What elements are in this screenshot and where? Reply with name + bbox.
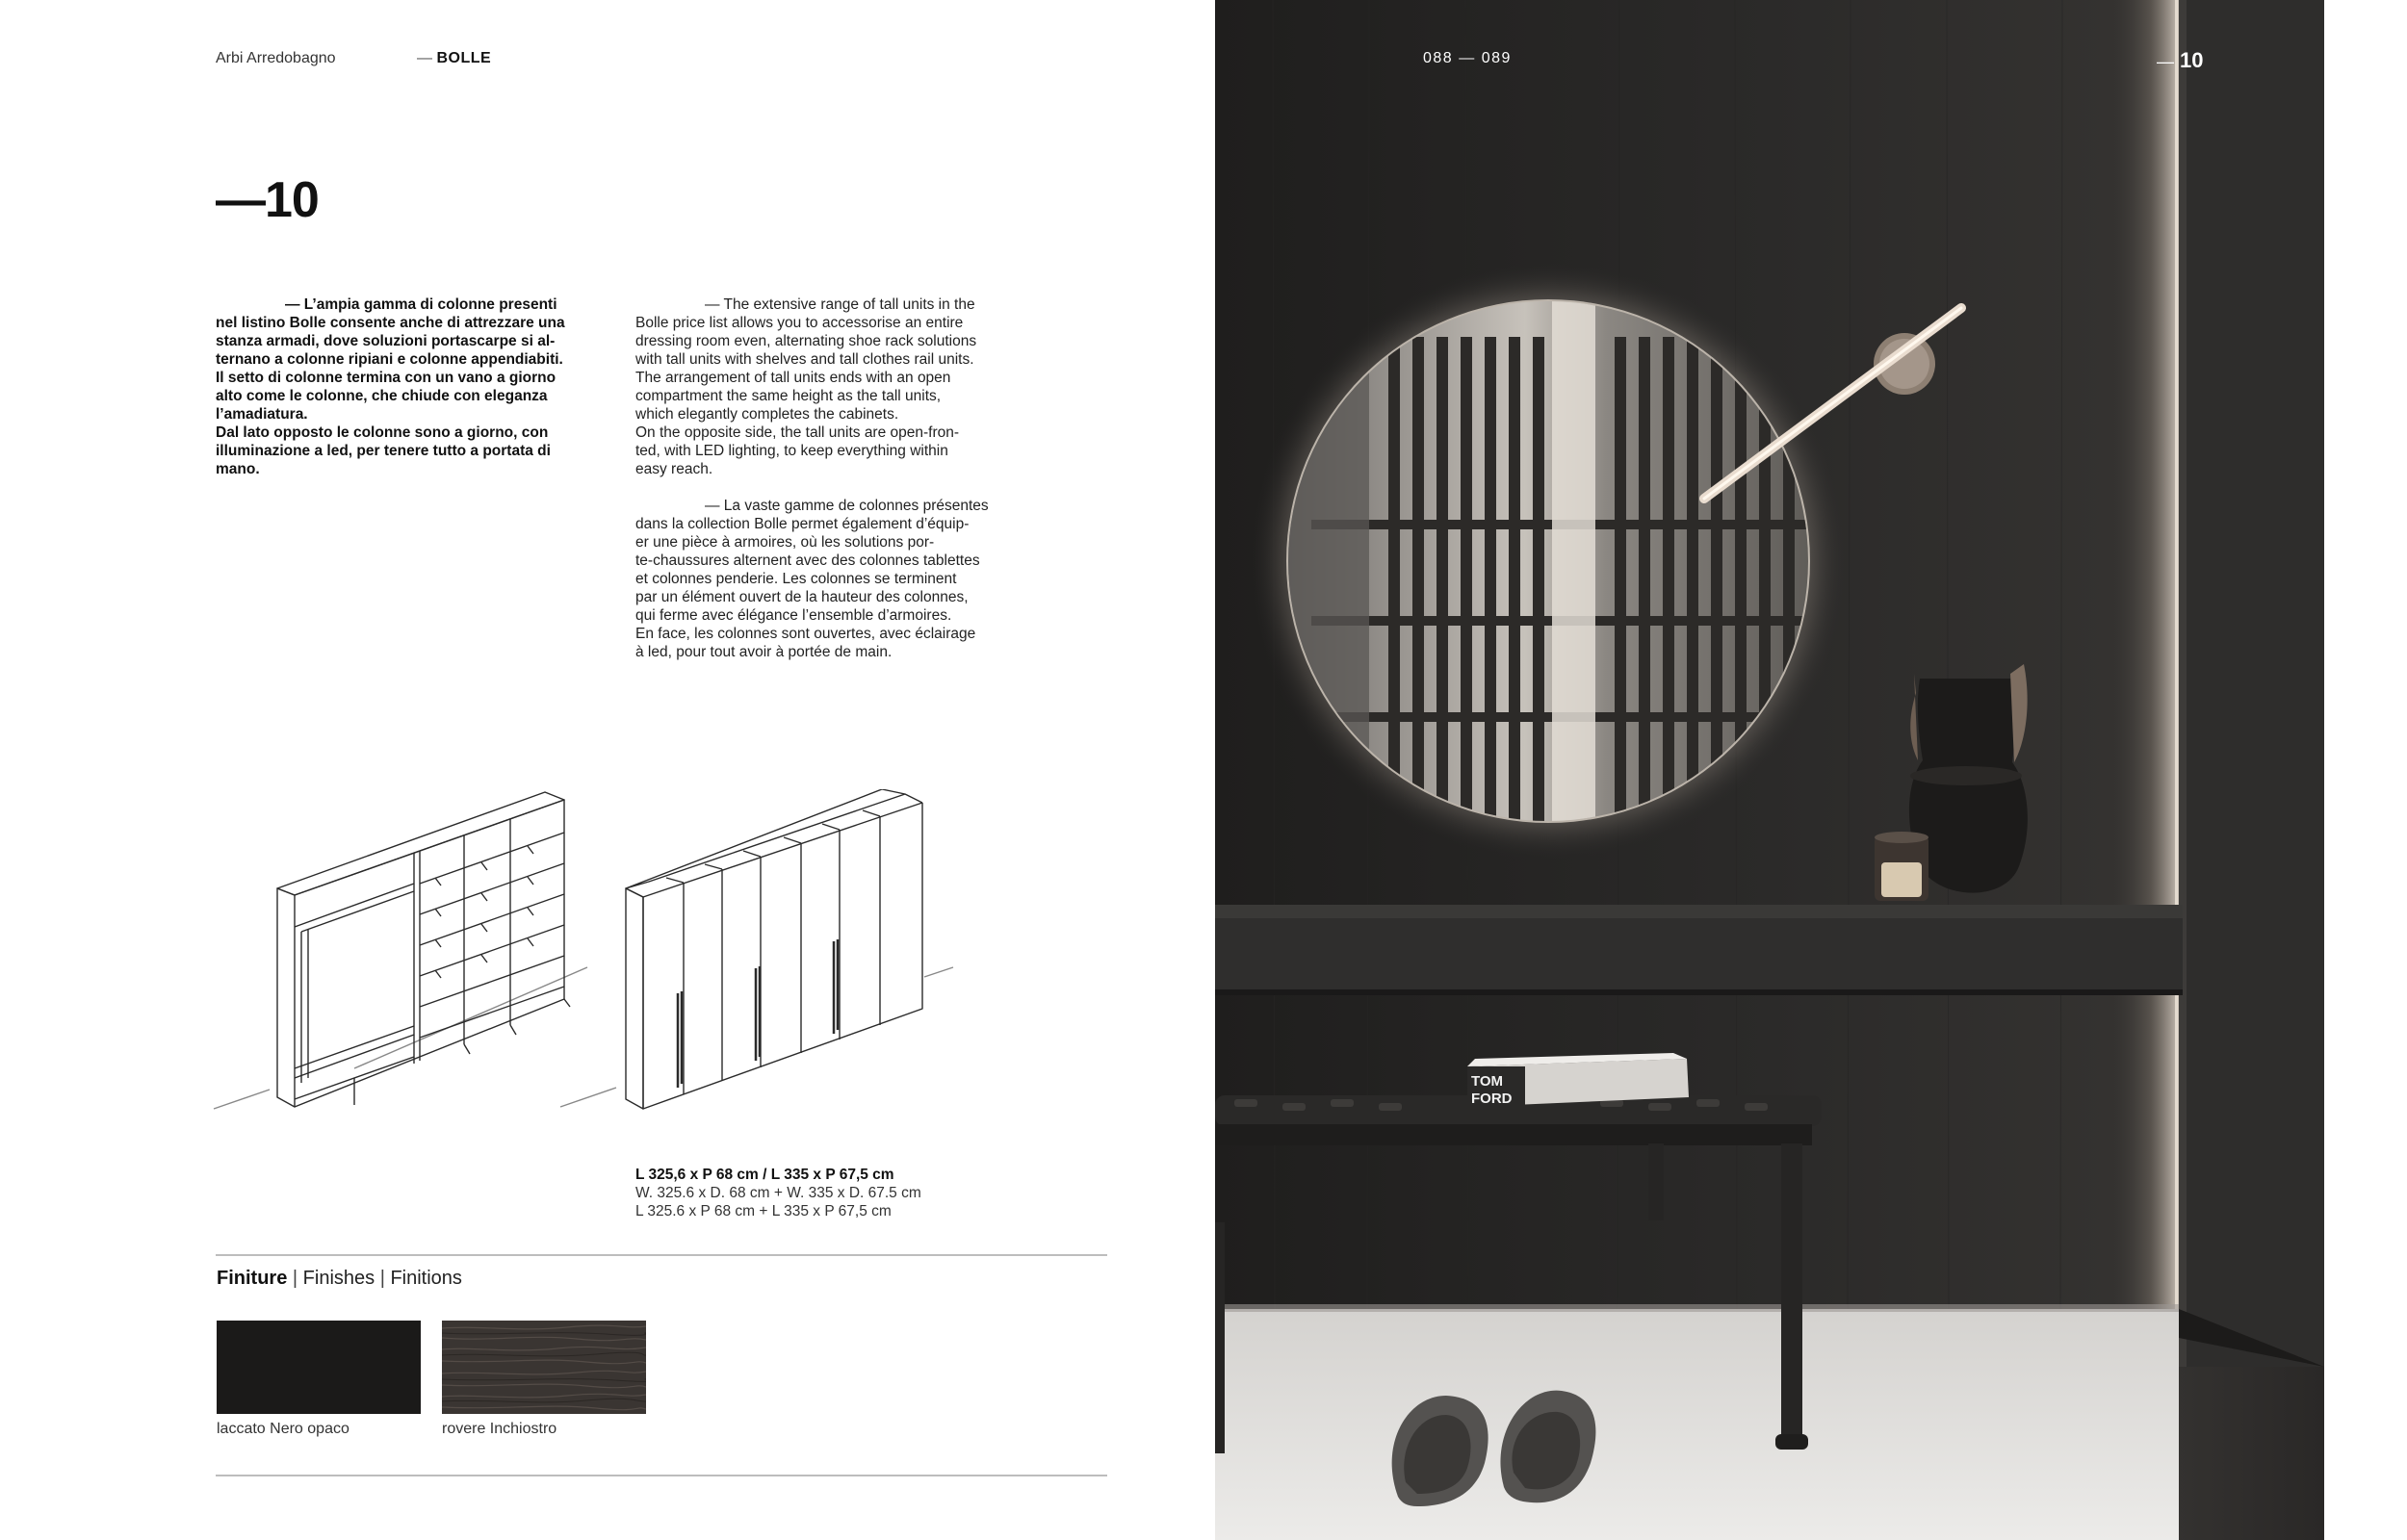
- english-text: [635, 295, 1030, 478]
- collection-dash: —: [417, 50, 432, 66]
- dimensions-english: W. 325.6 x D. 68 cm + W. 335 x D. 67.5 cm: [635, 1185, 921, 1201]
- french-text: [635, 497, 1030, 661]
- finishes-title: [217, 1268, 462, 1290]
- technical-drawings: [212, 789, 963, 1136]
- wardrobe-drawing: [626, 789, 922, 1109]
- divider-top: [216, 1254, 1107, 1256]
- dimensions-french: L 325.6 x P 68 cm + L 335 x P 67,5 cm: [635, 1203, 892, 1219]
- italian-paragraph: — L’ampia gamma di colonne presenti nel listino Bolle consente anche di attrezzare una stanza armadi, dove soluzioni portascarpe si al- ternano a colonne ripiani e colonne appendiabiti. Il setto di colonne termina con un vano a giorno alto come le colonne, che chiude con eleganza l’amadiatura. Dal lato opposto le colonne sono a giorno, con illuminazione a led, per tenere tutto a portata di mano.: [216, 296, 565, 477]
- right-section-dash: —: [2157, 52, 2174, 71]
- right-section-value: 10: [2180, 48, 2204, 72]
- section-number: —10: [216, 172, 319, 228]
- page-number-right: 089: [1481, 50, 1512, 66]
- finish-swatch-oak: [442, 1321, 646, 1414]
- book-title-line-2: FORD: [1471, 1091, 1513, 1107]
- page-numbers: [1423, 50, 1512, 67]
- dimensions-bold: L 325,6 x P 68 cm / L 335 x P 67,5 cm: [635, 1167, 894, 1183]
- italian-text: [216, 295, 597, 478]
- right-section-number: [2157, 48, 2203, 73]
- collection-title: [417, 50, 491, 67]
- finish-label-oak: rovere Inchiostro: [442, 1421, 557, 1437]
- finishes-separator: |: [375, 1268, 391, 1289]
- brand-name: Arbi Arredobagno: [216, 50, 336, 66]
- page-number-dash: —: [1459, 50, 1476, 66]
- divider-bottom: [216, 1475, 1107, 1476]
- finish-label-black: laccato Nero opaco: [217, 1421, 349, 1437]
- book-title-line-1: TOM: [1471, 1073, 1504, 1090]
- french-paragraph: — La vaste gamme de colonnes présentes dans la collection Bolle permet également d’équip- er une pièce à armoires, où les solutions por- te-chaussures alternent avec des colonnes tablettes et colonnes penderie. Les colonnes se terminent par un élément ouvert de la hauteur des colonnes, qui ferme avec élégance l’ensemble d’armoires. En face, les colonnes sont ouvertes, avec éclairage à led, pour tout avoir à portée de main.: [635, 498, 989, 660]
- finishes-title-fr: Finitions: [390, 1268, 462, 1289]
- interior-photo: [1215, 0, 2324, 1540]
- open-unit-drawing: [277, 792, 570, 1107]
- finish-swatch-black: [217, 1321, 421, 1414]
- collection-name: BOLLE: [436, 50, 492, 66]
- finishes-title-it: Finiture: [217, 1268, 288, 1289]
- finishes-title-en: Finishes: [302, 1268, 375, 1289]
- finishes-separator: |: [287, 1268, 303, 1289]
- page-number-left: 088: [1423, 50, 1454, 66]
- english-paragraph: — The extensive range of tall units in the Bolle price list allows you to accessorise an entire dressing room even, alternating shoe rack solutions with tall units with shelves and tall clothes rail units. The arrangement of tall units ends with an open compartment the same height as the tall units, which elegantly completes the cabinets. On the opposite side, the tall units are open-fron- ted, with LED lighting, to keep everything within easy reach.: [635, 296, 977, 477]
- page-margin-right: [2324, 0, 2407, 1524]
